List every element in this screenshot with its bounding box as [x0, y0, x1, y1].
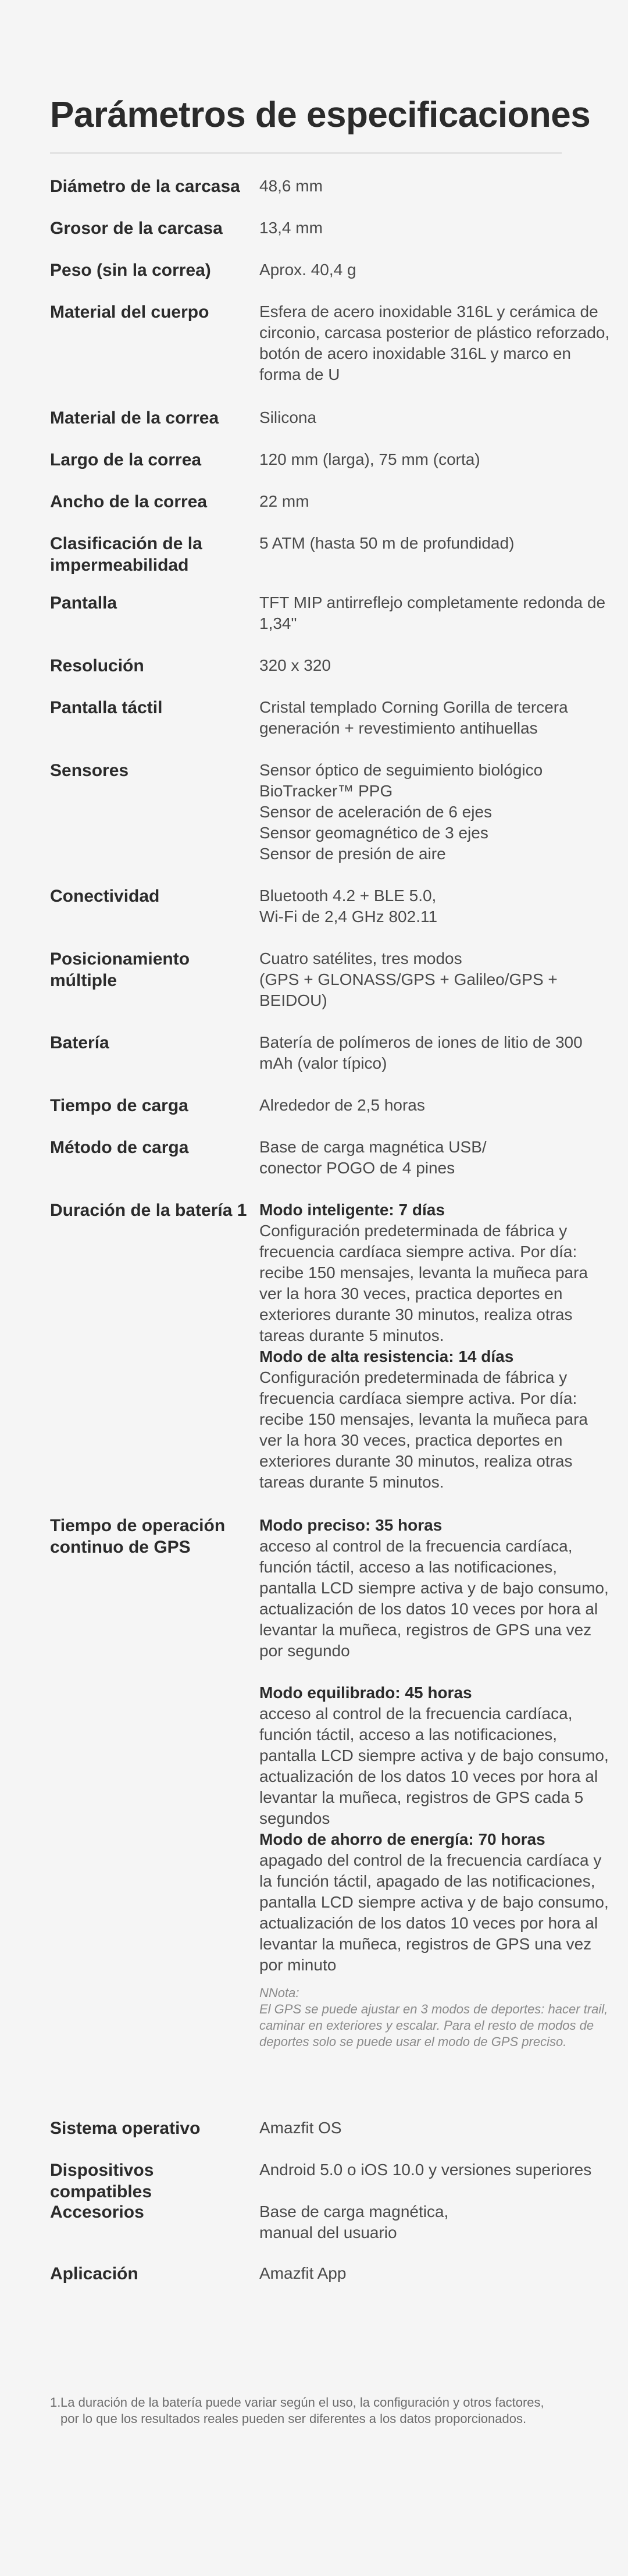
spec-label: Largo de la correa: [50, 450, 202, 469]
spec-label: Resolución: [50, 656, 144, 675]
spec-label: Batería: [50, 1033, 109, 1052]
spec-label: Grosor de la carcasa: [50, 219, 223, 238]
footnote-number: 1.: [50, 2395, 61, 2410]
spec-value: [259, 1137, 614, 1179]
spec-value: Alrededor de 2,5 horas: [259, 1096, 425, 1114]
spec-value-line: manual del usuario: [259, 2223, 397, 2241]
spec-value: 48,6 mm: [259, 177, 323, 195]
spec-value: 13,4 mm: [259, 219, 323, 237]
spec-label: Método de carga: [50, 1138, 189, 1157]
gps-note: [259, 1985, 614, 2050]
spec-value: [259, 2201, 614, 2243]
spec-label: Accesorios: [50, 2203, 144, 2222]
footnote-text: La duración de la batería puede variar según el uso, la configuración y otros factores, por lo que los resultados reales pueden ser diferentes a los datos proporcionados.: [60, 2395, 544, 2426]
mode-heading: Modo inteligente: 7 días: [259, 1201, 445, 1219]
spec-label: Posicionamiento múltiple: [50, 949, 190, 990]
mode-heading: Modo de ahorro de energía: 70 horas: [259, 1830, 545, 1848]
spec-label: Diámetro de la carcasa: [50, 177, 240, 196]
spec-value-line: Sensor de presión de aire: [259, 845, 446, 863]
spec-value-line: Wi-Fi de 2,4 GHz 802.11: [259, 908, 438, 926]
spec-value: 5 ATM (hasta 50 m de profundidad): [259, 534, 515, 552]
spec-label: Peso (sin la correa): [50, 261, 211, 280]
spec-value: Esfera de acero inoxidable 316L y cerámica de circonio, carcasa posterior de plástico reforzado, botón de acero inoxidable 316L y marco en forma de U: [259, 303, 610, 383]
spec-label: Pantalla: [50, 593, 117, 613]
spec-label: Material de la correa: [50, 408, 219, 428]
spec-value-line: Cuatro satélites, tres modos: [259, 949, 462, 967]
spec-value: Aprox. 40,4 g: [259, 261, 356, 279]
title-divider: [50, 152, 562, 154]
mode-description: Configuración predeterminada de fábrica y frecuencia cardíaca siempre activa. Por día: recibe 150 mensajes, levanta la muñeca para ver la hora 30 veces, practica deportes en exteriores durante 30 minutos, realiza otras tareas durante 5 minutos.: [259, 1222, 588, 1344]
spec-value: 22 mm: [259, 492, 309, 510]
mode-heading: Modo de alta resistencia: 14 días: [259, 1347, 514, 1365]
spec-value: Android 5.0 o iOS 10.0 y versiones superiores: [259, 2161, 592, 2179]
spec-value-line: Sensor óptico de seguimiento biológico BioTracker™ PPG: [259, 761, 543, 800]
spec-label: Conectividad: [50, 887, 160, 906]
spec-value-line: Sensor geomagnético de 3 ejes: [259, 824, 488, 842]
spec-value: Batería de polímeros de iones de litio de 300 mAh (valor típico): [259, 1033, 583, 1072]
spec-label: Clasificación de la impermeabilidad: [50, 534, 202, 575]
spec-value: [259, 1515, 614, 2050]
spec-value: [259, 1200, 614, 1493]
mode-description: acceso al control de la frecuencia cardíaca, función táctil, acceso a las notificaciones, pantalla LCD siempre activa y de bajo consumo, actualización de los datos 10 veces por hora al levantar la muñeca, registros de GPS cada 5 segundos: [259, 1705, 609, 1827]
spec-value: Amazfit App: [259, 2264, 347, 2282]
mode-description: apagado del control de la frecuencia cardíaca y la función táctil, apagado de las notificaciones, pantalla LCD siempre activa y de bajo consumo, actualización de los datos 10 veces por hora al levantar la muñeca, registros de GPS una vez por minuto: [259, 1851, 609, 1974]
spec-label: Tiempo de operación continuo de GPS: [50, 1516, 226, 1557]
spec-value: [259, 885, 614, 927]
spec-label: Material del cuerpo: [50, 303, 209, 322]
spec-value: 320 x 320: [259, 656, 331, 674]
spec-value: [259, 760, 614, 864]
spec-value-line: Base de carga magnética,: [259, 2203, 449, 2221]
mode-heading: Modo preciso: 35 horas: [259, 1516, 443, 1534]
spec-value-line: conector POGO de 4 pines: [259, 1159, 455, 1177]
spec-value-line: (GPS + GLONASS/GPS + Galileo/GPS + BEIDOU): [259, 970, 558, 1009]
page-title: Parámetros de especificaciones: [50, 95, 591, 135]
spec-value-line: Base de carga magnética USB/: [259, 1138, 487, 1156]
spec-label: Tiempo de carga: [50, 1096, 188, 1115]
gps-note-line: El GPS se puede ajustar en 3 modos de deportes: hacer trail, caminar en exteriores y escalar. Para el resto de modos de deportes solo se puede usar el modo de GPS preciso.: [259, 2002, 608, 2049]
mode-heading: Modo equilibrado: 45 horas: [259, 1684, 472, 1702]
mode-description: Configuración predeterminada de fábrica y frecuencia cardíaca siempre activa. Por día: recibe 150 mensajes, levanta la muñeca para ver la hora 30 veces, practica deportes en exteriores durante 30 minutos, realiza otras tareas durante 5 minutos.: [259, 1368, 588, 1491]
spec-label: Ancho de la correa: [50, 492, 208, 511]
spec-label: Dispositivos compatibles: [50, 2161, 154, 2201]
spec-value-line: Sensor de aceleración de 6 ejes: [259, 803, 493, 821]
spec-label: Duración de la batería 1: [50, 1201, 247, 1220]
spec-label: Aplicación: [50, 2264, 138, 2283]
spec-value-line: Bluetooth 4.2 + BLE 5.0,: [259, 887, 437, 905]
spec-value: Amazfit OS: [259, 2119, 342, 2137]
spec-label: Sensores: [50, 761, 129, 780]
spec-value: 120 mm (larga), 75 mm (corta): [259, 450, 480, 468]
spec-value: Cristal templado Corning Gorilla de tercera generación + revestimiento antihuellas: [259, 698, 568, 737]
spec-label: Sistema operativo: [50, 2119, 201, 2138]
mode-description: acceso al control de la frecuencia cardíaca, función táctil, acceso a las notificaciones, pantalla LCD siempre activa y de bajo consumo, actualización de los datos 10 veces por hora al levantar la muñeca, registros de GPS una vez por segundo: [259, 1537, 609, 1660]
gps-note-line: NNota:: [259, 1986, 299, 2000]
spec-value: TFT MIP antirreflejo completamente redonda de 1,34": [259, 593, 606, 632]
spec-label: Pantalla táctil: [50, 698, 163, 717]
footnote: [50, 2394, 562, 2427]
spec-value: [259, 948, 614, 1011]
block-spacer: [259, 1661, 614, 1682]
spec-value: Silicona: [259, 408, 317, 426]
